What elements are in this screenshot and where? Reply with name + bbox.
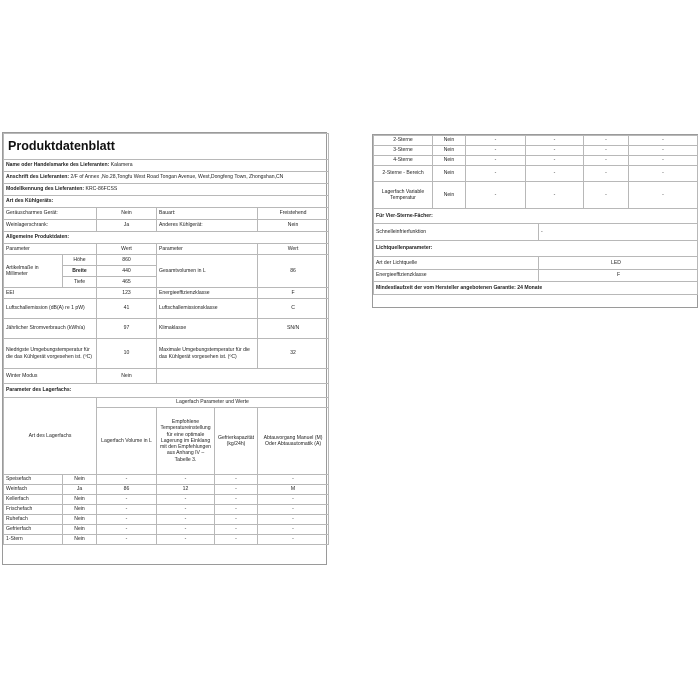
col-value: Wert: [97, 244, 157, 255]
compartment-name: Kellerfach: [4, 495, 63, 505]
total-volume-value: 86: [258, 255, 329, 288]
compartment-group-header: Lagerfach Parameter und Werte: [97, 398, 329, 408]
quick-freeze-label: Schnelleinfrierfunktion: [374, 224, 539, 241]
compartment-volume: -: [97, 525, 157, 535]
other-appliance-value: Nein: [258, 220, 329, 232]
compartment-present: Nein: [433, 166, 466, 182]
compartment-name: 1-Stern: [4, 535, 63, 545]
compartment-defrost: -: [258, 515, 329, 525]
winter-mode-empty: [157, 369, 329, 384]
four-star-table: [373, 208, 698, 295]
width-value: 440: [97, 266, 157, 277]
compartment-defrost: -: [629, 156, 698, 166]
compartment-temp: -: [157, 495, 215, 505]
table-row: [4, 525, 329, 535]
table-row: [4, 535, 329, 545]
compartment-temp: -: [526, 182, 584, 209]
col-parameter: Parameter: [4, 244, 97, 255]
table-row: [4, 495, 329, 505]
compartment-table: [3, 397, 329, 545]
compartment-freeze: -: [584, 146, 629, 156]
compartment-name: Speisefach: [4, 475, 63, 485]
compartment-freeze: -: [584, 136, 629, 146]
compartment-defrost: -: [258, 525, 329, 535]
compartment-temp: -: [157, 525, 215, 535]
compartment-freeze: -: [215, 515, 258, 525]
quiet-appliance-label: Geräuscharmes Gerät:: [4, 208, 97, 220]
compartment-temp: -: [526, 136, 584, 146]
compartment-defrost: -: [258, 535, 329, 545]
noise-emission-value: 41: [97, 299, 157, 319]
supplier-name-value: Kalamera: [110, 162, 133, 169]
height-value: 860: [97, 255, 157, 266]
compartment-temp: 12: [157, 485, 215, 495]
compartment-temp: -: [526, 166, 584, 182]
light-energy-class-value: F: [539, 270, 698, 282]
wine-cabinet-label: Weinlagerschrank:: [4, 220, 97, 232]
compartment-freeze: -: [215, 485, 258, 495]
wine-cabinet-value: Ja: [97, 220, 157, 232]
warranty-row: Mindestlaufzeit der vom Hersteller angebotenen Garantie: 24 Monate: [374, 282, 698, 295]
compartment-volume: -: [466, 136, 526, 146]
compartment-freeze: -: [215, 495, 258, 505]
compartment-name: 3-Sterne: [374, 146, 433, 156]
compartment-defrost: -: [629, 146, 698, 156]
compartment-defrost: -: [258, 475, 329, 485]
compartment-temp: -: [157, 505, 215, 515]
dimensions-label: Artikelmaße in Millimeter: [4, 255, 63, 288]
compartment-present: Nein: [63, 475, 97, 485]
supplier-address-value: 2/F of Annex ,No.28,Tongfu West Road Tongan Avenue, West,Dongfeng Town, Zhongshan,CN: [70, 174, 284, 181]
compartment-volume: -: [97, 505, 157, 515]
compartment-temp: -: [157, 515, 215, 525]
compartment-defrost: -: [258, 495, 329, 505]
appliance-type-header: Art des Kühlgeräts:: [4, 196, 329, 208]
depth-value: 465: [97, 277, 157, 288]
compartment-defrost: -: [629, 182, 698, 209]
page-title: Produktdatenblatt: [4, 134, 329, 160]
col-defrost-type: Abtauvorgang Manuel (M) Oder Abtauautomatik (A): [258, 408, 329, 475]
design-type-value: Freistehend: [258, 208, 329, 220]
compartment-freeze: -: [584, 182, 629, 209]
table-row: [4, 485, 329, 495]
energy-class-label: Energieeffizienzklasse: [157, 288, 258, 299]
min-temp-value: 10: [97, 339, 157, 369]
product-datasheet-page-2: [372, 134, 698, 308]
table-row: [374, 166, 698, 182]
compartment-name: Ruhefach: [4, 515, 63, 525]
noise-class-value: C: [258, 299, 329, 319]
depth-label: Tiefe: [63, 277, 97, 288]
compartment-volume: -: [466, 166, 526, 182]
supplier-address-row: [4, 172, 329, 184]
climate-class-value: SN/N: [258, 319, 329, 339]
climate-class-label: Klimaklasse: [157, 319, 258, 339]
compartment-volume: -: [466, 156, 526, 166]
compartment-freeze: -: [215, 525, 258, 535]
table-row: [374, 146, 698, 156]
max-temp-label: Maximale Umgebungstemperatur für die das Kühlgerät vorgesehen ist. (ºC): [157, 339, 258, 369]
table-row: [4, 505, 329, 515]
compartment-present: Nein: [63, 495, 97, 505]
compartment-volume: -: [97, 535, 157, 545]
winter-mode-label: Winter Modus: [4, 369, 97, 384]
table-row: [4, 515, 329, 525]
compartment-defrost: -: [258, 505, 329, 515]
quick-freeze-value: -: [539, 224, 698, 241]
col-recommended-temp: Empfohlene Temperatureinstellung für eine optimale Lagerung im Einklang mit den Empfehlungen aus Anhang IV – Tabelle 3.: [157, 408, 215, 475]
general-data-header: Allgemeine Produktdaten:: [4, 232, 329, 244]
compartment-present: Nein: [63, 535, 97, 545]
compartment-freeze: -: [584, 156, 629, 166]
four-star-header: Für Vier-Sterne-Fächer:: [374, 209, 698, 224]
light-type-value: LED: [539, 257, 698, 270]
compartment-defrost: M: [258, 485, 329, 495]
max-temp-value: 32: [258, 339, 329, 369]
width-label: Breite: [63, 266, 97, 277]
compartment-present: Nein: [433, 146, 466, 156]
compartment-header: Parameter des Lagerfachs:: [4, 384, 329, 398]
compartment-temp: -: [526, 146, 584, 156]
compartment-name: Gefrierfach: [4, 525, 63, 535]
supplier-name-label: Name oder Handelsmarke des Lieferanten:: [6, 162, 110, 169]
compartment-present: Nein: [63, 525, 97, 535]
min-temp-label: Niedrigste Umgebungstemperatur für die das Kühlgerät vorgesehen ist. (ºC): [4, 339, 97, 369]
compartment-freeze: -: [215, 535, 258, 545]
table-row: [374, 136, 698, 146]
compartment-name: 4-Sterne: [374, 156, 433, 166]
other-appliance-label: Anderes Kühlgerät:: [157, 220, 258, 232]
compartment-present: Nein: [433, 136, 466, 146]
compartment-volume: -: [97, 515, 157, 525]
light-source-header: Lichtquellenparameter:: [374, 241, 698, 257]
light-type-label: Art der Lichtquelle: [374, 257, 539, 270]
supplier-name-row: [4, 160, 329, 172]
light-energy-class-label: Energieeffizienzklasse: [374, 270, 539, 282]
datasheet-table: [3, 133, 329, 398]
compartment-temp: -: [157, 475, 215, 485]
annual-consumption-value: 97: [97, 319, 157, 339]
total-volume-label: Gesamtvolumen in L: [157, 255, 258, 288]
compartment-freeze: -: [215, 505, 258, 515]
model-row: [4, 184, 329, 196]
compartment-name: 2-Sterne: [374, 136, 433, 146]
product-datasheet-page-1: [2, 132, 327, 565]
col-compartment-type: Art des Lagerfachs: [4, 398, 97, 475]
compartment-volume: 86: [97, 485, 157, 495]
design-type-label: Bauart:: [157, 208, 258, 220]
compartment-temp: -: [157, 535, 215, 545]
quiet-appliance-value: Nein: [97, 208, 157, 220]
noise-emission-label: Luftschallemission (dB(A) re 1 pW): [4, 299, 97, 319]
compartment-present: Nein: [433, 156, 466, 166]
annual-consumption-label: Jährlicher Stromverbrauch (kWh/a): [4, 319, 97, 339]
compartment-name: Frischefach: [4, 505, 63, 515]
compartment-volume: -: [466, 182, 526, 209]
compartment-present: Nein: [63, 505, 97, 515]
table-row: [4, 475, 329, 485]
winter-mode-value: Nein: [97, 369, 157, 384]
col-value-2: Wert: [258, 244, 329, 255]
compartment-temp: -: [526, 156, 584, 166]
noise-class-label: Luftschallemissionsklasse: [157, 299, 258, 319]
model-label: Modellkennung des Lieferanten:: [6, 186, 85, 193]
height-label: Höhe: [63, 255, 97, 266]
eei-label: EEI: [4, 288, 97, 299]
supplier-address-label: Anschrift des Lieferanten:: [6, 174, 70, 181]
compartment-volume: -: [97, 475, 157, 485]
compartment-defrost: -: [629, 166, 698, 182]
compartment-volume: -: [97, 495, 157, 505]
compartment-freeze: -: [584, 166, 629, 182]
compartment-present: Nein: [63, 515, 97, 525]
compartment-table-continued: [373, 135, 698, 209]
col-parameter-2: Parameter: [157, 244, 258, 255]
energy-class-value: F: [258, 288, 329, 299]
compartment-name: 2-Sterne - Bereich: [374, 166, 433, 182]
col-freezing-capacity: Gefrierkapazität (kg/24h): [215, 408, 258, 475]
compartment-present: Ja: [63, 485, 97, 495]
table-row: [374, 156, 698, 166]
compartment-name: Lagerfach Variable Temperatur: [374, 182, 433, 209]
col-compartment-volume: Lagerfach Volume in L: [97, 408, 157, 475]
table-row: [374, 182, 698, 209]
compartment-present: Nein: [433, 182, 466, 209]
compartment-freeze: -: [215, 475, 258, 485]
compartment-volume: -: [466, 146, 526, 156]
eei-value: 123: [97, 288, 157, 299]
compartment-defrost: -: [629, 136, 698, 146]
compartment-name: Weinfach: [4, 485, 63, 495]
model-value: KRC-86FCSS: [85, 186, 118, 193]
